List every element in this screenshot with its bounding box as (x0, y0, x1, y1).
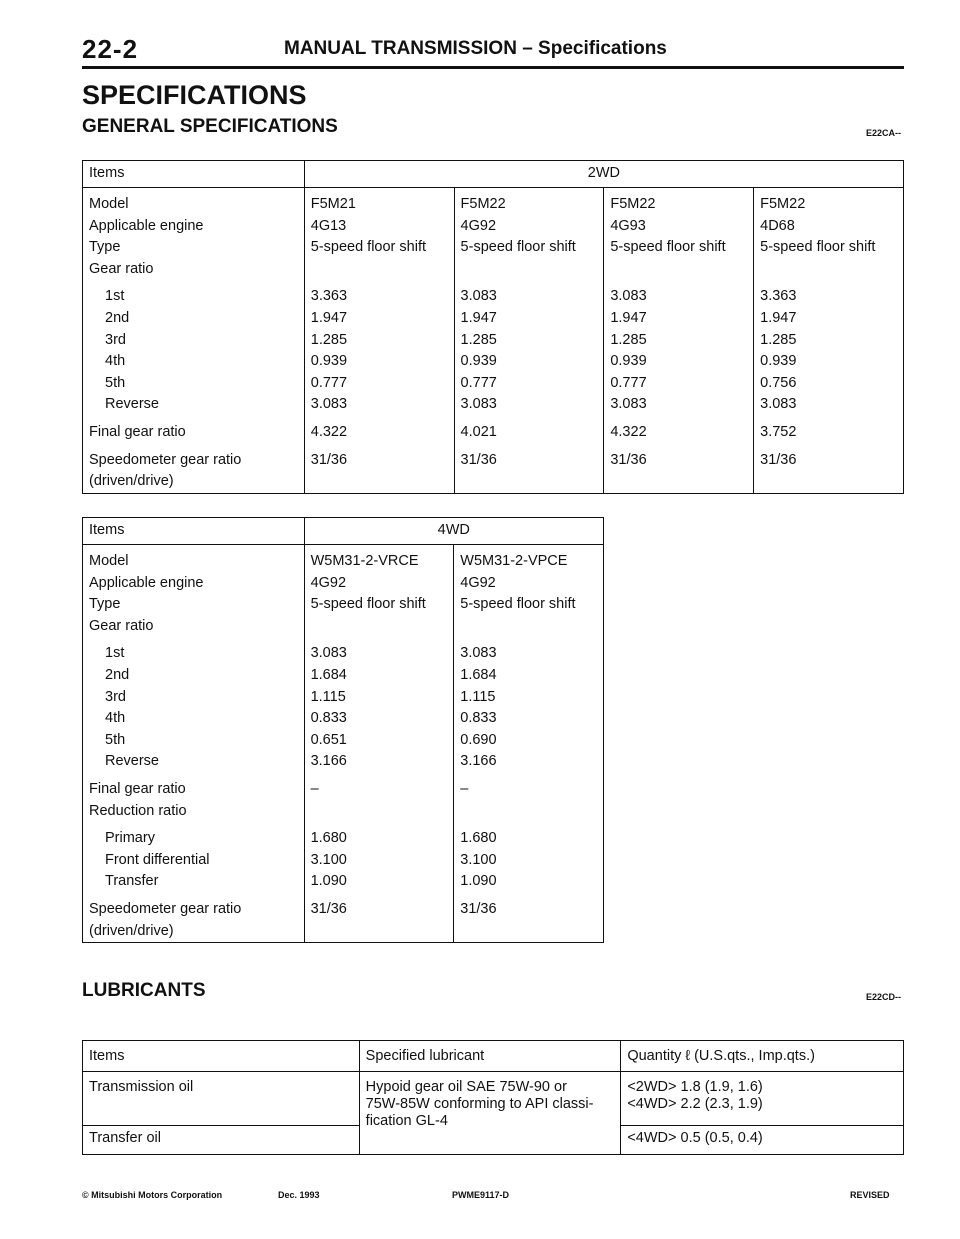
footer-copyright: © Mitsubishi Motors Corporation (82, 1190, 223, 1200)
value-cell: 5-speed floor shift (304, 594, 454, 616)
value-cell (454, 616, 604, 638)
section-heading-lubricants: LUBRICANTS (82, 980, 206, 1001)
page-header (82, 36, 904, 69)
table-row (83, 351, 904, 373)
value-cell: 4G92 (454, 216, 604, 238)
row-label: Reverse (105, 753, 159, 770)
table-row (83, 850, 604, 872)
row-label: 2nd (105, 309, 130, 326)
row-label: Reverse (105, 396, 159, 413)
value-cell: 3.083 (604, 286, 754, 308)
table-row (83, 616, 604, 638)
table-row (83, 471, 904, 493)
table-row (83, 779, 604, 801)
value-cell (604, 259, 754, 281)
value-cell (304, 471, 454, 493)
footer-date: Dec. 1993 (278, 1190, 320, 1200)
quantity-2wd: <2WD> 1.8 (1.9, 1.6) (627, 1079, 763, 1095)
value-cell: 1.947 (454, 308, 604, 330)
table-row (83, 551, 604, 573)
value-cell: 31/36 (454, 899, 604, 921)
value-cell: F5M21 (304, 194, 454, 216)
value-cell: 3.083 (754, 394, 904, 416)
value-cell: 0.939 (604, 351, 754, 373)
value-cell: 3.363 (754, 286, 904, 308)
value-cell: W5M31-2-VRCE (304, 551, 454, 573)
value-cell: F5M22 (604, 194, 754, 216)
value-cell: 4D68 (754, 216, 904, 238)
row-label: Type (89, 596, 121, 613)
lubricants-table (82, 1040, 904, 1155)
value-cell (304, 616, 454, 638)
table-row (83, 828, 604, 850)
value-cell: 3.100 (304, 850, 454, 872)
section-heading-general: GENERAL SPECIFICATIONS (82, 116, 338, 137)
value-cell (304, 921, 454, 943)
group-header-2wd: 2WD (304, 161, 903, 188)
lubricant-line: Hypoid gear oil SAE 75W-90 or (365, 1079, 567, 1095)
table-row (83, 594, 604, 616)
row-label: 4th (105, 710, 126, 727)
row-label: 3rd (105, 331, 126, 348)
row-label: 5th (105, 731, 126, 748)
row-label: Primary (105, 830, 155, 847)
table-row (83, 394, 904, 416)
value-cell: 0.939 (454, 351, 604, 373)
table-row (83, 687, 604, 709)
group-header-4wd: 4WD (304, 518, 603, 545)
table-row (83, 450, 904, 472)
row-label: (driven/drive) (89, 922, 174, 939)
row-label: Applicable engine (89, 217, 204, 234)
value-cell: 3.083 (604, 394, 754, 416)
table-header-row (83, 518, 604, 545)
value-cell (604, 471, 754, 493)
value-cell: 31/36 (754, 450, 904, 472)
row-label: Gear ratio (89, 617, 154, 634)
row-label: 1st (105, 288, 125, 305)
table-row (83, 730, 604, 752)
quantity-transfer: <4WD> 0.5 (0.5, 0.4) (621, 1126, 904, 1155)
value-cell: 1.090 (454, 871, 604, 893)
items-header: Items (83, 161, 305, 188)
table-row (83, 665, 604, 687)
table-row (83, 286, 904, 308)
footer-status: REVISED (850, 1190, 890, 1200)
value-cell: 3.363 (304, 286, 454, 308)
value-cell: 3.083 (454, 394, 604, 416)
value-cell (304, 801, 454, 823)
quantity-header: Quantity ℓ (U.S.qts., Imp.qts.) (621, 1041, 904, 1072)
row-label: Speedometer gear ratio (89, 451, 242, 468)
value-cell: 1.090 (304, 871, 454, 893)
items-header: Items (83, 518, 305, 545)
row-label: Reduction ratio (89, 802, 187, 819)
value-cell: 1.947 (304, 308, 454, 330)
table-header-row (83, 1041, 904, 1072)
value-cell: 5-speed floor shift (304, 237, 454, 259)
value-cell: W5M31-2-VPCE (454, 551, 604, 573)
value-cell: 0.777 (604, 373, 754, 395)
general-spec-table-4wd (82, 517, 604, 943)
lubricant-line: 75W-85W conforming to API classi- (365, 1096, 594, 1112)
value-cell: 3.083 (454, 286, 604, 308)
value-cell: 0.651 (304, 730, 454, 752)
page-number: 22-2 (82, 34, 139, 64)
row-label: Final gear ratio (89, 423, 186, 440)
value-cell: 0.939 (304, 351, 454, 373)
table-row (83, 308, 904, 330)
table-row (83, 573, 604, 595)
row-label: 5th (105, 374, 126, 391)
value-cell: 4.021 (454, 422, 604, 444)
value-cell: 0.777 (454, 373, 604, 395)
value-cell: 0.690 (454, 730, 604, 752)
value-cell: 4G93 (604, 216, 754, 238)
table-row (83, 921, 604, 943)
value-cell: 31/36 (304, 450, 454, 472)
value-cell: 1.285 (454, 330, 604, 352)
value-cell: F5M22 (754, 194, 904, 216)
value-cell: 0.939 (754, 351, 904, 373)
lubricant-line: fication GL-4 (365, 1113, 448, 1129)
value-cell: – (454, 779, 604, 801)
value-cell: 3.752 (754, 422, 904, 444)
row-label: 3rd (105, 688, 126, 705)
row-label: Transfer (105, 873, 159, 890)
table-row (83, 708, 604, 730)
value-cell: 5-speed floor shift (454, 237, 604, 259)
lubricant-header: Specified lubricant (359, 1041, 621, 1072)
value-cell: 31/36 (454, 450, 604, 472)
table-row (83, 801, 604, 823)
table-row (83, 751, 604, 773)
row-label: Speedometer gear ratio (89, 900, 242, 917)
value-cell: 0.833 (454, 708, 604, 730)
value-cell: 1.680 (454, 828, 604, 850)
page-title: MANUAL TRANSMISSION – Specifications (284, 38, 667, 59)
row-label: 4th (105, 353, 126, 370)
value-cell: 1.680 (304, 828, 454, 850)
table-row (83, 871, 604, 893)
value-cell: 0.833 (304, 708, 454, 730)
table-row (83, 422, 904, 444)
value-cell (454, 921, 604, 943)
table-row (83, 216, 904, 238)
table-row (83, 899, 604, 921)
quantity-transmission (621, 1072, 904, 1126)
table-row (83, 643, 604, 665)
value-cell: 3.100 (454, 850, 604, 872)
table-row (83, 330, 904, 352)
value-cell: 3.166 (454, 751, 604, 773)
value-cell (454, 471, 604, 493)
value-cell (754, 259, 904, 281)
value-cell: 1.285 (304, 330, 454, 352)
value-cell: 1.947 (604, 308, 754, 330)
value-cell: 1.947 (754, 308, 904, 330)
value-cell: 4.322 (304, 422, 454, 444)
table-row (83, 1072, 904, 1126)
value-cell: 4G92 (454, 573, 604, 595)
value-cell: 4.322 (604, 422, 754, 444)
row-label: 1st (105, 645, 125, 662)
value-cell: 5-speed floor shift (604, 237, 754, 259)
value-cell: 1.684 (454, 665, 604, 687)
general-spec-table-2wd (82, 160, 904, 494)
items-header: Items (83, 1041, 360, 1072)
value-cell: – (304, 779, 454, 801)
row-label: Front differential (105, 851, 210, 868)
section-code-lubricants: E22CD-- (866, 992, 902, 1002)
value-cell: 3.083 (454, 643, 604, 665)
value-cell: 1.115 (304, 687, 454, 709)
value-cell: 0.777 (304, 373, 454, 395)
value-cell: 3.083 (304, 643, 454, 665)
value-cell: 1.285 (604, 330, 754, 352)
row-label: Applicable engine (89, 574, 204, 591)
value-cell (304, 259, 454, 281)
item-transmission-oil: Transmission oil (83, 1072, 360, 1126)
value-cell (454, 801, 604, 823)
value-cell: 4G13 (304, 216, 454, 238)
value-cell: 3.083 (304, 394, 454, 416)
item-transfer-oil: Transfer oil (89, 1130, 161, 1146)
table-header-row (83, 161, 904, 188)
row-label: Final gear ratio (89, 780, 186, 797)
table-row (83, 237, 904, 259)
value-cell: 31/36 (304, 899, 454, 921)
row-label: Type (89, 239, 121, 256)
value-cell: 1.684 (304, 665, 454, 687)
table-row (83, 259, 904, 281)
value-cell (454, 259, 604, 281)
row-label: Gear ratio (89, 260, 154, 277)
value-cell: 5-speed floor shift (754, 237, 904, 259)
quantity-4wd: <4WD> 2.2 (2.3, 1.9) (627, 1096, 763, 1112)
row-label: Model (89, 196, 129, 212)
row-label: Model (89, 553, 129, 569)
value-cell: F5M22 (454, 194, 604, 216)
value-cell: 0.756 (754, 373, 904, 395)
value-cell: 1.115 (454, 687, 604, 709)
row-label: (driven/drive) (89, 473, 174, 490)
footer-code: PWME9117-D (452, 1190, 510, 1200)
row-label: 2nd (105, 666, 130, 683)
value-cell: 3.166 (304, 751, 454, 773)
table-row (83, 194, 904, 216)
lubricant-spec (359, 1072, 621, 1155)
value-cell: 31/36 (604, 450, 754, 472)
value-cell: 4G92 (304, 573, 454, 595)
table-row (83, 373, 904, 395)
value-cell: 1.285 (754, 330, 904, 352)
value-cell: 5-speed floor shift (454, 594, 604, 616)
value-cell (754, 471, 904, 493)
section-code-general: E22CA-- (866, 128, 902, 138)
section-heading-specifications: SPECIFICATIONS (82, 80, 307, 110)
